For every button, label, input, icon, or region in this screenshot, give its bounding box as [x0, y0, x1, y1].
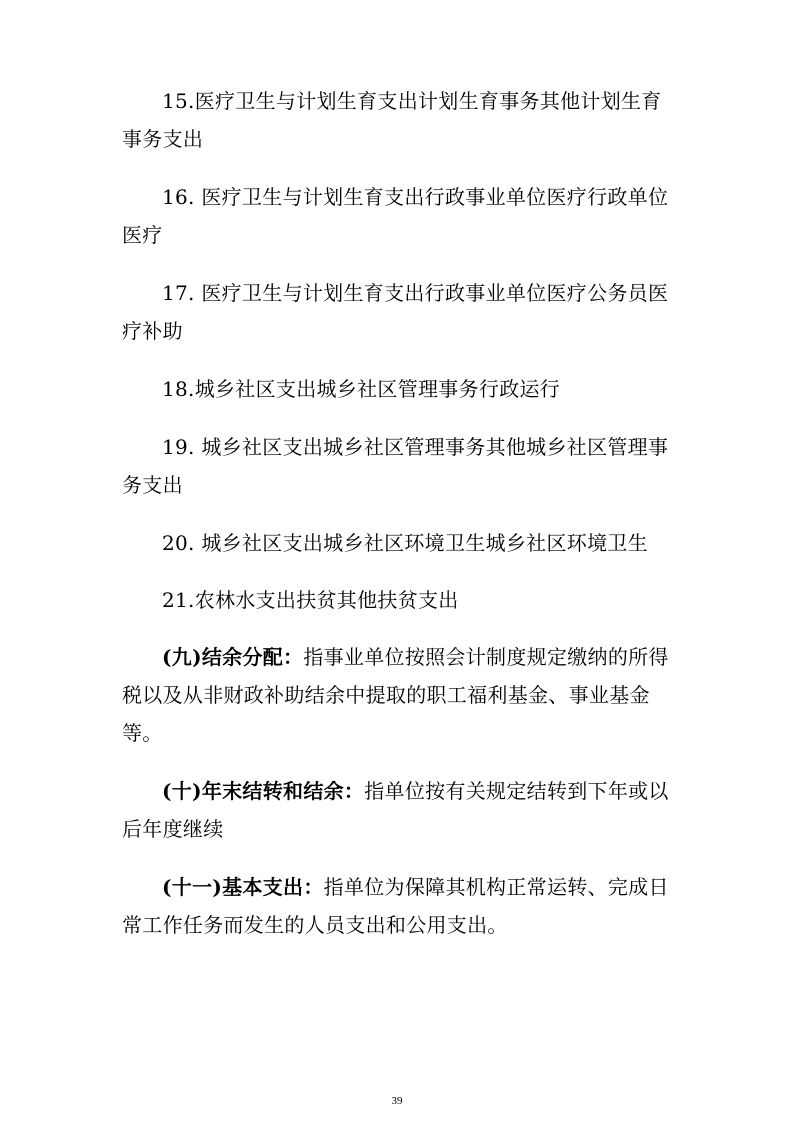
definition-text: 指单位按有关规定结转到下年或以后年度继续	[122, 779, 669, 841]
definition-term: (九)结余分配：	[162, 645, 304, 669]
item-16: 16. 医疗卫生与计划生育支出行政事业单位医疗行政单位医疗	[122, 185, 669, 247]
definition-text: 指单位为保障其机构正常运转、完成日常工作任务而发生的人员支出和公用支出。	[122, 875, 669, 937]
definition-basic-expenditure	[122, 868, 678, 944]
definition-term: (十)年末结转和结余：	[162, 779, 365, 803]
item-21: 21.农林水支出扶贫其他扶贫支出	[162, 588, 459, 612]
page-number: 39	[391, 1095, 403, 1107]
definition-term: (十一)基本支出：	[162, 875, 324, 899]
item-17: 17. 医疗卫生与计划生育支出行政事业单位医疗公务员医疗补助	[122, 281, 669, 343]
definition-surplus-distribution	[122, 638, 678, 752]
item-20: 20. 城乡社区支出城乡社区环境卫生城乡社区环境卫生	[162, 531, 648, 555]
item-18: 18.城乡社区支出城乡社区管理事务行政运行	[162, 377, 561, 401]
item-15: 15.医疗卫生与计划生育支出计划生育事务其他计划生育事务支出	[122, 89, 662, 151]
item-19: 19. 城乡社区支出城乡社区管理事务其他城乡社区管理事务支出	[122, 435, 669, 497]
definition-text: 指事业单位按照会计制度规定缴纳的所得税以及从非财政补助结余中提取的职工福利基金、事业基金等。	[122, 645, 669, 745]
definition-year-end-carryover	[122, 772, 678, 848]
